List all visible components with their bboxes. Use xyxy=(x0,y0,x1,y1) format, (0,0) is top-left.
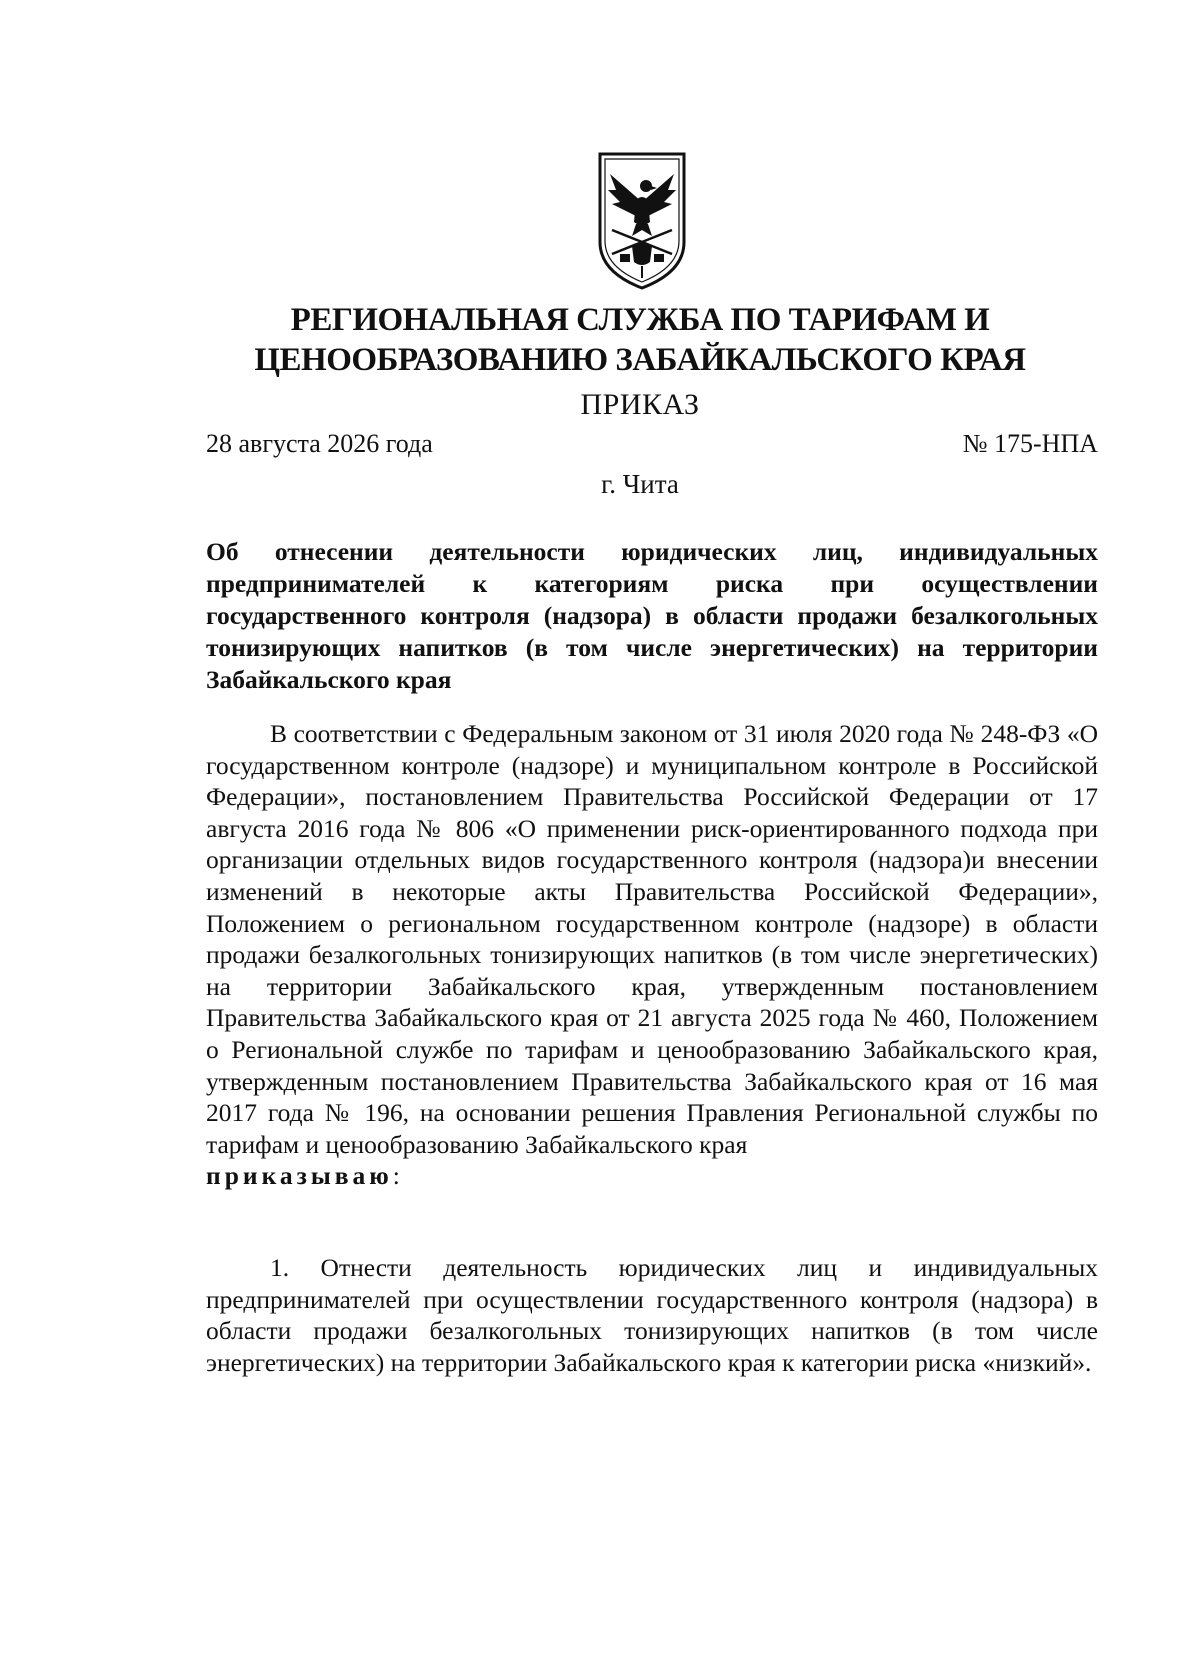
document-date: 28 августа 2026 года xyxy=(206,429,433,458)
agency-name xyxy=(200,300,1080,380)
preamble-paragraph xyxy=(206,718,1098,1192)
order-item-1: 1. Отнести деятельность юридических лиц и индивидуальных предпринимателей при осуществлении государственного контроля (надзора) в области продажи безалкогольных тонизирующих напитков (в том числе энергетических) на территории Забайкальского края к категории риска «низкий». xyxy=(206,1253,1098,1377)
agency-name-line1: РЕГИОНАЛЬНАЯ СЛУЖБА ПО ТАРИФАМ И xyxy=(290,302,990,338)
coat-of-arms-icon xyxy=(596,150,688,292)
document-number: № 175-НПА xyxy=(962,429,1098,458)
agency-name-line2: ЦЕНООБРАЗОВАНИЮ ЗАБАЙКАЛЬСКОГО КРАЯ xyxy=(254,342,1026,378)
document-title: Об отнесении деятельности юридических лиц, индивидуальных предпринимателей к категориям риска при осуществлении государственного контроля (надзора) в области продажи безалкогольных тонизирующих напитков (в том числе энергетических) на территории Забайкальского края xyxy=(206,537,1098,694)
document-type: ПРИКАЗ xyxy=(580,388,700,421)
preamble-text: В соответствии с Федеральным законом от 31 июля 2020 года № 248-ФЗ «О государственном контроле (надзоре) и муниципальном контроле в Российской Федерации», постановлением Правительства Российской Федерации от 17 августа 2016 года № 806 «О применении риск-ориентированного подхода при организации отдельных видов государственного контроля (надзора)и внесении изменений в некоторые акты Правительства Российской Федерации», Положением о региональном государственном контроле (надзоре) в области продажи безалкогольных тонизирующих напитков (в том числе энергетических) на территории Забайкальского края, утвержденным постановлением Правительства Забайкальского края от 21 августа 2025 года № 460, Положением о Региональной службе по тарифам и ценообразованию Забайкальского края, утвержденным постановлением Правительства Забайкальского края от 16 мая 2017 года № 196, на основании решения Правления Региональной службы по тарифам и ценообразованию Забайкальского края xyxy=(206,719,1098,1159)
order-verb-colon: : xyxy=(392,1161,400,1191)
order-verb: приказываю xyxy=(206,1161,393,1191)
document-city: г. Чита xyxy=(601,469,679,499)
